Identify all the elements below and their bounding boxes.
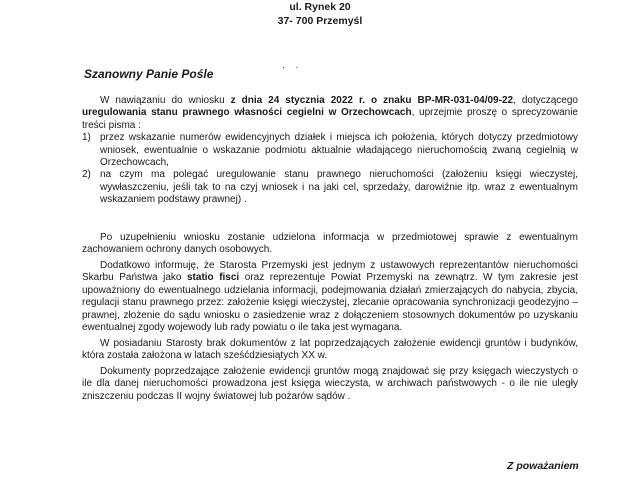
reference-comma: , dotyczącego xyxy=(513,95,578,106)
paragraph-documents-missing xyxy=(82,338,578,363)
address-street: ul. Rynek 20 xyxy=(289,1,351,13)
statio-fisci-term: statio fisci xyxy=(187,272,240,284)
address-city: 37- 700 Przemyśl xyxy=(277,15,363,27)
list-item-text: na czym ma polegać uregulowanie stanu prawnego nieruchomości (założeniu księgi wieczystej, wywłaszczeniu, jeśli tak to na czyj wniosek i na jaki cel, sprzedaży, darowiźnie itp. wraz z ewentualnym wskazaniem podstawy prawnej) . xyxy=(100,169,578,206)
completion-text: Po uzupełnieniu wniosku zostanie udzielona informacja w przedmiotowej sprawie z ewentualnym zachowaniem ochrony danych osobowych. xyxy=(82,232,578,256)
documents-location-text: Dokumenty poprzedzające założenie ewidencji gruntów mogą znajdować się przy księgach wieczystych o ile dla danej nieruchomości prowadzona jest księga wieczysta, w archiwach państwowych - o ile nie uległy zniszczeniu podczas II wojny światowej lub pożarów sądów . xyxy=(82,366,578,402)
starosta-info-part2: oraz reprezentuje Powiat Przemyski na zewnątrz. W tym zakresie jest upoważniony do ewentualnego udzielania informacji, podejmowania działań zmierzających do nabycia, zbycia, regulacji stanu prawnego przez: założenie księgi wieczystej, zlecanie opracowania synchronizacji geodezyjno – prawnej, złożenie do sądu wniosku o zasiedzenie wraz z dołączeniem stosownych dokumentów po uzyskaniu ewentualnej zgody wojewody lub rady powiatu o ile taka jest wymagana. xyxy=(82,272,579,334)
list-item-number: 1) xyxy=(82,132,91,144)
scan-marks: . . xyxy=(282,60,303,71)
list-item-number: 2) xyxy=(82,169,91,181)
closing-signature: Z poważaniem xyxy=(507,460,579,472)
paragraph-completion xyxy=(82,232,578,257)
intro-text: W nawiązaniu do wniosku xyxy=(100,95,225,106)
request-tail: , uprzejmie proszę o sprecyzowanie treści pisma : xyxy=(82,107,578,131)
list-item-text: przez wskazanie numerów ewidencyjnych działek i miejsca ich położenia, których dotyczy przedmiotowy wniosek, ewentualnie o wskazanie podmiotu aktualnie władającego nieruchomością zwaną cegielnią w Orzechowcach, xyxy=(100,132,578,169)
starosta-info-part1: Dodatkowo informuję, że Starosta Przemyski jest jednym z ustawowych reprezentantów nieruchomości Skarbu Państwa jako xyxy=(82,260,578,284)
documents-missing-text: W posiadaniu Starosty brak dokumentów z lat poprzedzających założenie ewidencji gruntów i budynków, która została założona w latach sześćdziesiątych XX w. xyxy=(82,338,578,362)
salutation: Szanowny Panie Pośle xyxy=(84,67,214,81)
paragraph-request-lead xyxy=(82,95,578,132)
subject-text: uregulowania stanu prawnego własności cegielni w Orzechowcach xyxy=(82,107,412,119)
paragraph-documents-location xyxy=(82,366,578,403)
paragraph-request xyxy=(82,95,578,207)
list-item xyxy=(82,132,578,169)
request-list xyxy=(82,132,578,206)
reference-date: z dnia 24 stycznia 2022 r. o znaku BP-MR-031-04/09-22 xyxy=(230,95,514,106)
list-item xyxy=(82,169,578,206)
paragraph-starosta-info xyxy=(82,260,578,334)
